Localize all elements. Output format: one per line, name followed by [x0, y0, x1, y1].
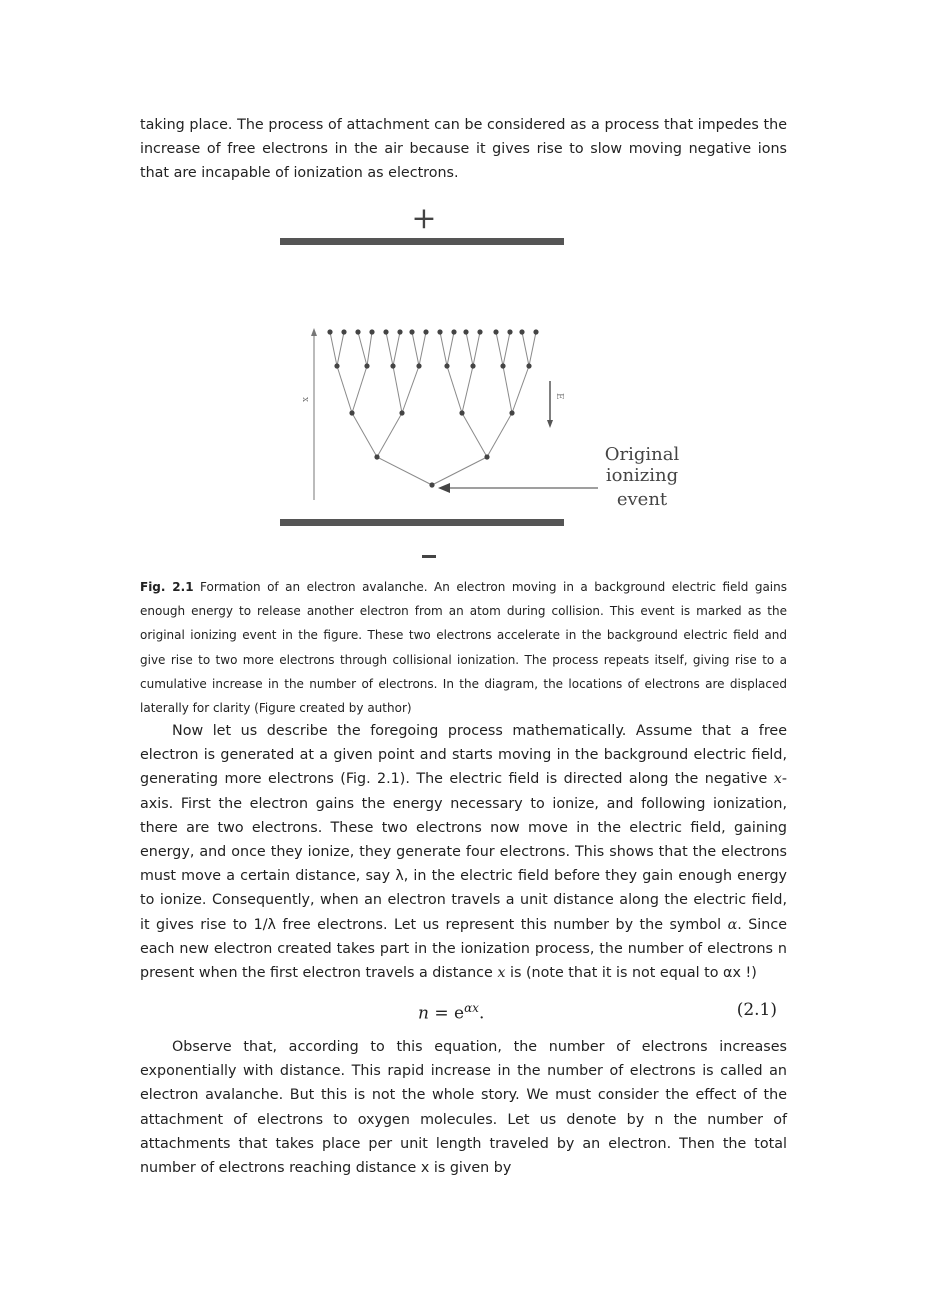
field-label: E: [554, 393, 564, 400]
distance-arrow-head: [311, 328, 317, 336]
electron-dot: [470, 363, 475, 368]
avalanche-branches: [330, 332, 536, 485]
electron-dot: [444, 363, 449, 368]
distance-label: x: [301, 396, 311, 402]
electron-dot: [519, 329, 524, 334]
figure-caption: [140, 575, 787, 720]
symbol-alpha: α: [727, 916, 738, 933]
electron-dot: [416, 363, 421, 368]
electron-dot: [349, 410, 354, 415]
electron-dot: [327, 329, 332, 334]
equation-body: [418, 1000, 484, 1024]
electron-dot: [526, 363, 531, 368]
field-arrow-head: [547, 420, 553, 428]
event-pointer-head: [438, 483, 450, 493]
electron-dot: [509, 410, 514, 415]
electron-dot: [397, 329, 402, 334]
electron-dots: [327, 329, 538, 487]
avalanche-diagram: [140, 198, 680, 568]
electron-dot: [364, 363, 369, 368]
electron-dot: [533, 329, 538, 334]
cathode-plate: [280, 519, 564, 526]
eq-exponent: αx: [464, 1001, 479, 1015]
electron-dot: [493, 329, 498, 334]
electron-dot: [484, 454, 489, 459]
electron-dot: [477, 329, 482, 334]
electron-dot: [451, 329, 456, 334]
electron-dot: [409, 329, 414, 334]
electron-dot: [341, 329, 346, 334]
symbol-x: x: [497, 965, 506, 982]
anode-plate: [280, 238, 564, 245]
electron-dot: [369, 329, 374, 334]
paragraph-attachment: taking place. The process of attachment can be considered as a process that impedes the increase of free electrons in the air because it gives rise to slow moving negative ions that are incapable of ionization as electrons.: [140, 117, 787, 182]
eq-equals: = e: [428, 1003, 465, 1024]
electron-dot: [423, 329, 428, 334]
electron-dot: [463, 329, 468, 334]
caption-text: Formation of an electron avalanche. An electron moving in a background electric field gains enough energy to release another electron from an atom during collision. This event is marked as the original ionizing event in the figure. These two electrons accelerate in the background electric field and give rise to two more electrons through collisional ionization. The process repeats itself, giving rise to a cumulative increase in the number of electrons. In the diagram, the locations of electrons are displaced laterally for clarity (Figure created by author): [140, 580, 787, 716]
annotation-event: event: [616, 489, 668, 510]
text-run: . Since each new electron created takes part in the ionization process, the number of electrons n present when the first electron travels a distance: [140, 916, 787, 982]
caption-label: Fig. 2.1: [140, 580, 194, 594]
electron-dot: [437, 329, 442, 334]
electron-dot: [374, 454, 379, 459]
electron-dot: [355, 329, 360, 334]
electron-dot: [383, 329, 388, 334]
eq-lhs: n: [418, 1003, 429, 1024]
electron-dot: [459, 410, 464, 415]
electron-dot: [500, 363, 505, 368]
text-run: -axis. First the electron gains the energy necessary to ionize, and following ionization, there are two electrons. These two electrons now move in the electric field, gaining energy, and once they ionize, they generate four electrons. This shows that the electrons must move a certain distance, say λ, in the electric field before they gain enough energy to ionize. Consequently, when an electron travels a unit distance along the electric field, it gives rise to 1/λ free electrons. Let us represent this number by the symbol: [140, 771, 787, 933]
annotation-original: Original: [604, 444, 680, 465]
equation-number: (2.1): [736, 1000, 777, 1020]
annotation-ionizing: ionizing: [605, 465, 679, 486]
minus-label: [422, 555, 436, 558]
text-run: Now let us describe the foregoing process mathematically. Assume that a free electron is generated at a given point and starts moving in the background electric field, generating more electrons (Fig. 2.1). The electric field is directed along the negative: [140, 723, 787, 788]
symbol-x: x: [773, 771, 782, 788]
equation-2-1: [140, 1000, 787, 1026]
eq-dot: .: [478, 1003, 485, 1024]
paragraph-mathematical-description: [140, 719, 787, 985]
electron-dot: [507, 329, 512, 334]
paragraph-avalanche: Observe that, according to this equation, the number of electrons increases exponentially with distance. This rapid increase in the number of electrons is called an electron avalanche. But this is not the whole story. We must consider the effect of the attachment of electrons to oxygen molecules. Let us denote by n the number of attachments that takes place per unit length traveled by an electron. Then the total number of electrons reaching distance x is given by: [140, 1039, 787, 1177]
electron-dot: [429, 482, 434, 487]
electron-dot: [334, 363, 339, 368]
text-run: is (note that it is not equal to αx !): [505, 965, 757, 982]
electron-dot: [399, 410, 404, 415]
plus-label: +: [411, 201, 437, 236]
figure-electron-avalanche: [140, 198, 680, 568]
electron-dot: [390, 363, 395, 368]
